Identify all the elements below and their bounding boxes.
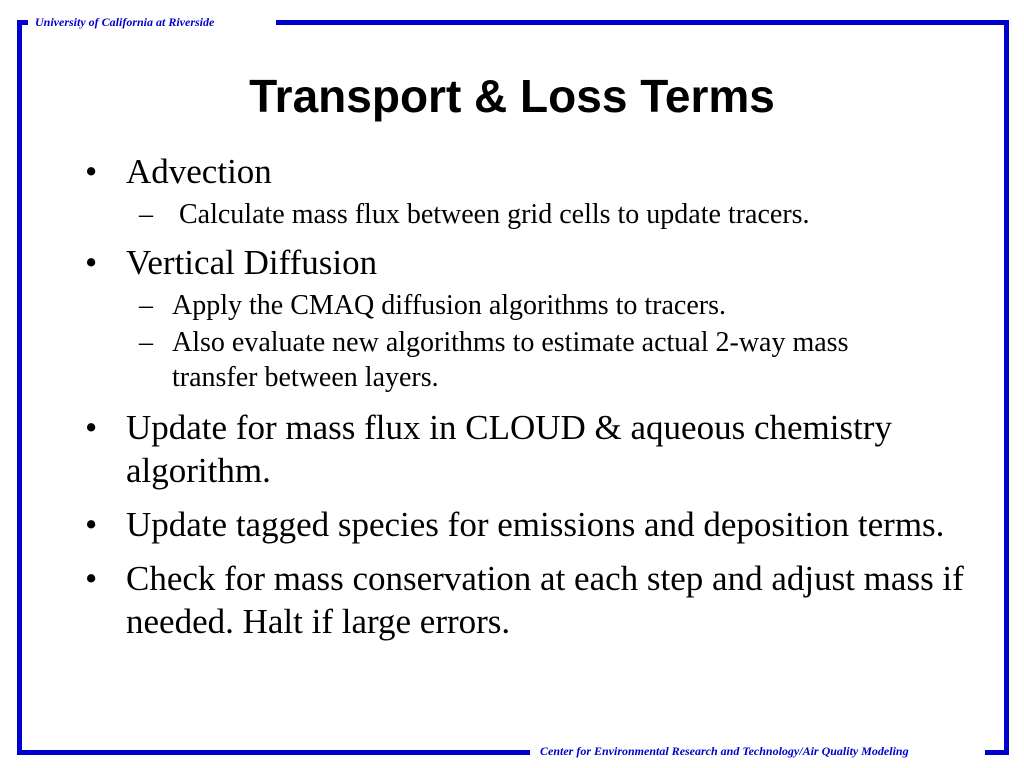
- bullet-item: [85, 557, 1016, 643]
- bullet-item: [85, 241, 985, 284]
- sub-bullet-item: [85, 325, 932, 395]
- bullet-item: [85, 406, 906, 492]
- bullet-text: Advection: [126, 152, 272, 191]
- sub-bullet-item: [85, 288, 985, 323]
- sub-bullet-text: Apply the CMAQ diffusion algorithms to tracers.: [172, 290, 726, 321]
- sub-bullet-text: Calculate mass flux between grid cells to update tracers.: [172, 199, 810, 230]
- bullet-marker: •: [85, 243, 98, 282]
- sub-bullet-marker: –: [139, 327, 153, 358]
- bullet-text: Check for mass conservation at each step and adjust mass if needed. Halt if large errors.: [126, 559, 964, 641]
- bullet-item: [85, 150, 985, 193]
- bullet-marker: •: [85, 152, 98, 191]
- frame-right-border: [1004, 20, 1009, 755]
- bullet-marker: •: [85, 505, 98, 544]
- frame-left-border: [17, 20, 22, 755]
- sub-bullet-marker: –: [139, 199, 153, 230]
- footer-caption: Center for Environmental Research and Technology/Air Quality Modeling: [540, 744, 909, 758]
- header-caption: University of California at Riverside: [35, 15, 215, 29]
- sub-bullet-text: Also evaluate new algorithms to estimate actual 2-way mass transfer between layers.: [172, 327, 849, 393]
- bullet-marker: •: [85, 408, 98, 447]
- bullet-item: [85, 503, 1006, 546]
- bullet-text: Update for mass flux in CLOUD & aqueous chemistry algorithm.: [126, 408, 892, 490]
- sub-bullet-marker: –: [139, 290, 153, 321]
- bullet-text: Vertical Diffusion: [126, 243, 378, 282]
- slide-title: Transport & Loss Terms: [249, 70, 775, 122]
- frame-bottom-left-segment: [17, 750, 530, 755]
- bullet-text: Update tagged species for emissions and deposition terms.: [126, 505, 945, 544]
- sub-bullet-item: [85, 197, 985, 232]
- frame-top-right-segment: [276, 20, 1009, 25]
- bullet-marker: •: [85, 559, 98, 598]
- frame-bottom-right-segment: [985, 750, 1009, 755]
- slide-body: [85, 150, 985, 643]
